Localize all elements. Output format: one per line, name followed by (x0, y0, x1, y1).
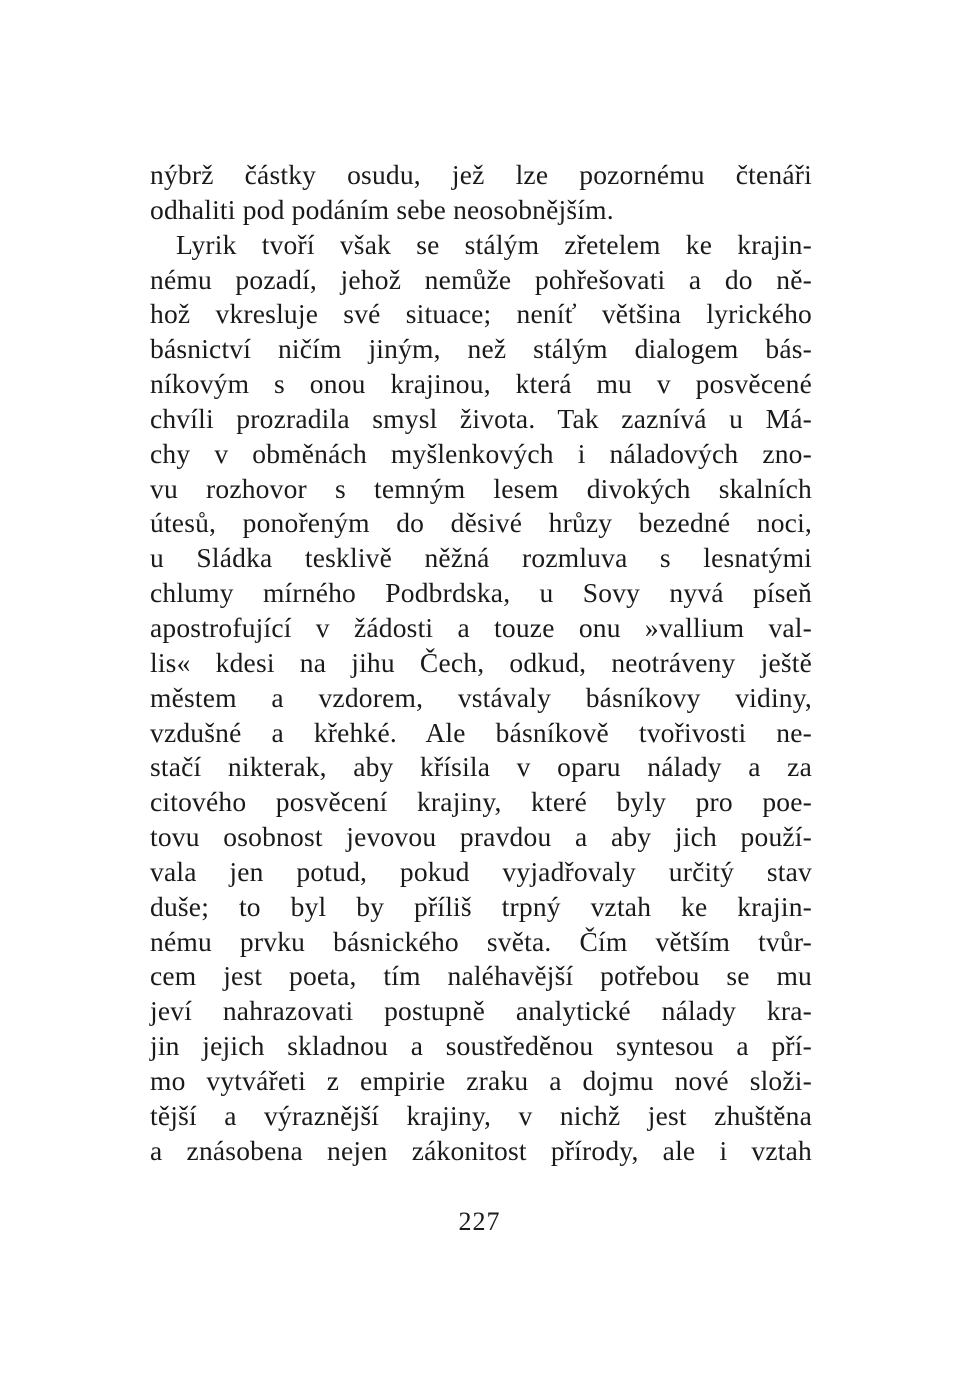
body-text (150, 158, 812, 1168)
text-line: básnictví ničím jiným, než stálým dialogem bás- (150, 333, 812, 365)
text-line: níkovým s onou krajinou, která mu v posvěcené (150, 368, 812, 400)
text-line: odhaliti pod podáním sebe neosobnějším. (150, 193, 614, 225)
text-line: nýbrž částky osudu, jež lze pozornému čtenáři (150, 159, 812, 190)
text-line: stačí nikterak, aby křísila v oparu nálady a za (150, 751, 812, 783)
text-line: městem a vzdorem, vstávaly básníkovy vidiny, (150, 681, 812, 713)
text-line: u Sládka tesklivě něžná rozmluva s lesnatými (150, 542, 812, 574)
text-line: Lyrik tvoří však se stálým zřetelem ke krajin- (176, 228, 812, 260)
text-line: chlumy mírného Podbrdska, u Sovy nyvá píseň (150, 577, 812, 609)
text-line: nému pozadí, jehož nemůže pohřešovati a do ně- (150, 263, 812, 295)
text-line: cem jest poeta, tím naléhavější potřebou se mu (150, 960, 812, 992)
text-line: hož vkresluje své situace; neníť většina lyrického (150, 298, 812, 330)
text-line: nému prvku básnického světa. Čím větším tvůr- (150, 925, 812, 957)
text-line: tovu osobnost jevovou pravdou a aby jich použí- (150, 821, 812, 853)
text-line: vu rozhovor s temným lesem divokých skalních (150, 472, 812, 504)
text-line: jeví nahrazovati postupně analytické nálady kra- (150, 995, 812, 1027)
text-line: apostrofující v žádosti a touze onu »vallium val- (150, 611, 812, 643)
text-line: tější a výraznější krajiny, v nichž jest zhuštěna (150, 1099, 812, 1131)
page-number: 227 (458, 1207, 501, 1236)
text-line: útesů, ponořeným do děsivé hrůzy bezedné noci, (150, 507, 812, 539)
text-line: chy v obměnách myšlenkových i náladových zno- (150, 437, 812, 469)
text-line: mo vytvářeti z empirie zraku a dojmu nové složi- (150, 1064, 812, 1096)
text-line: duše; to byl by příliš trpný vztah ke krajin- (150, 890, 812, 922)
text-line: citového posvěcení krajiny, které byly pro poe- (150, 786, 812, 818)
text-line: a znásobena nejen zákonitost přírody, ale i vztah (150, 1134, 812, 1166)
text-line: jin jejich skladnou a soustředěnou syntesou a pří- (150, 1030, 812, 1062)
text-line: vzdušné a křehké. Ale básníkově tvořivosti ne- (150, 716, 812, 748)
text-line: lis« kdesi na jihu Čech, odkud, neotráveny ještě (150, 646, 812, 678)
text-line: vala jen potud, pokud vyjadřovaly určitý stav (150, 855, 812, 887)
text-line: chvíli prozradila smysl života. Tak zaznívá u Má- (150, 402, 812, 434)
